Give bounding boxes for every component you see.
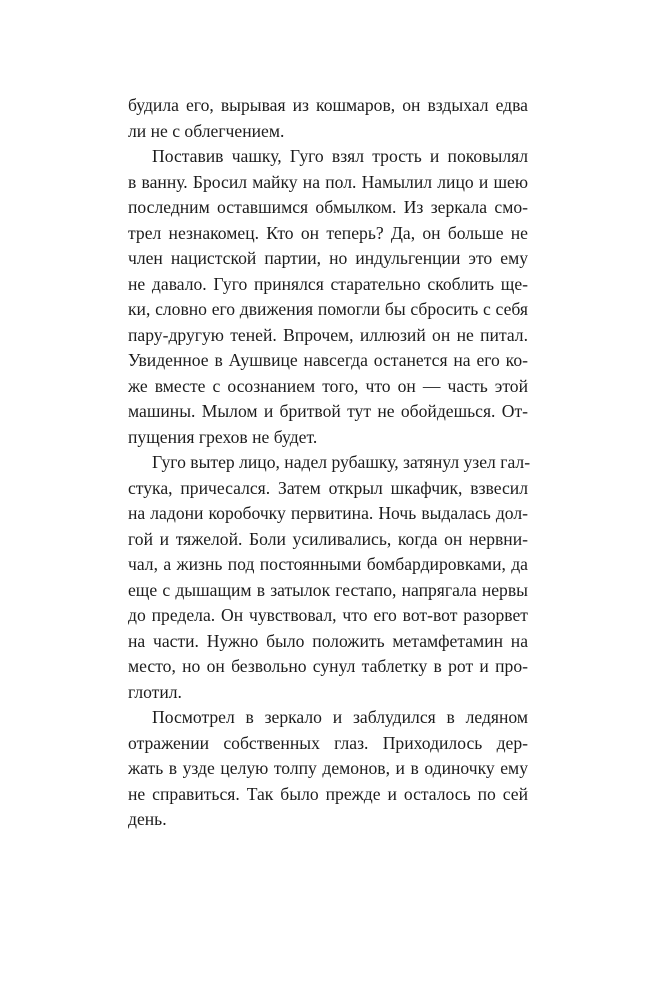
text-line: глотил.: [128, 681, 182, 702]
text-line: последним оставшимся обмылком. Из зеркала смо-: [128, 197, 528, 217]
text-line: день.: [128, 809, 167, 829]
body-text: [128, 93, 531, 833]
text-line: машины. Мылом и бритвой тут не обойдешься. От-: [128, 401, 528, 421]
text-line: еще с дышащим в затылок гестапо, напрягала нервы: [128, 579, 528, 600]
text-line: Посмотрел в зеркало и заблудился в ледяном: [152, 707, 528, 727]
text-line: член нацистской партии, но индульгенции это ему: [128, 248, 528, 268]
text-line: не справиться. Так было прежде и осталось по сей: [128, 783, 528, 804]
text-line: в ванну. Бросил майку на пол. Намылил лицо и шею: [128, 171, 528, 192]
text-line: чал, а жизнь под постоянными бомбардировками, да: [128, 554, 528, 574]
text-line: же вместе с осознанием того, что он — часть этой: [128, 375, 528, 396]
text-line: место, но он безвольно сунул таблетку в рот и про-: [128, 656, 528, 676]
text-line: трел незнакомец. Кто он теперь? Да, он больше не: [128, 222, 528, 243]
paragraph: [128, 450, 531, 705]
text-line: до предела. Он чувствовал, что его вот-вот разорвет: [128, 605, 528, 625]
text-line: ли не с облегчением.: [128, 120, 285, 141]
text-line: пару-другую теней. Впрочем, иллюзий он не питал.: [128, 324, 528, 345]
paragraph: [128, 93, 528, 144]
text-line: Поставив чашку, Гуго взял трость и поковылял: [152, 146, 528, 166]
text-line: не давало. Гуго принялся старательно скоблить ще-: [128, 273, 528, 294]
text-line: ки, словно его движения помогли бы сбросить с себя: [128, 299, 528, 319]
text-line: пущения грехов не будет.: [128, 426, 318, 447]
text-line: Гуго вытер лицо, надел рубашку, затянул узел гал-: [152, 452, 531, 472]
paragraph: [128, 144, 528, 450]
text-line: будила его, вырывая из кошмаров, он вздыхал едва: [128, 95, 528, 115]
text-line: на части. Нужно было положить метамфетамин на: [128, 630, 528, 651]
text-line: жать в узде целую толпу демонов, и в одиночку ему: [128, 758, 528, 778]
paragraph: [128, 705, 528, 833]
text-line: Увиденное в Аушвице навсегда останется на его ко-: [128, 350, 528, 370]
text-line: стука, причесался. Затем открыл шкафчик, взвесил: [128, 477, 528, 498]
text-line: отражении собственных глаз. Приходилось дер-: [128, 732, 528, 753]
text-line: на ладони коробочку первитина. Ночь выдалась дол-: [128, 503, 528, 523]
text-line: гой и тяжелой. Боли усиливались, когда он нервни-: [128, 528, 528, 549]
